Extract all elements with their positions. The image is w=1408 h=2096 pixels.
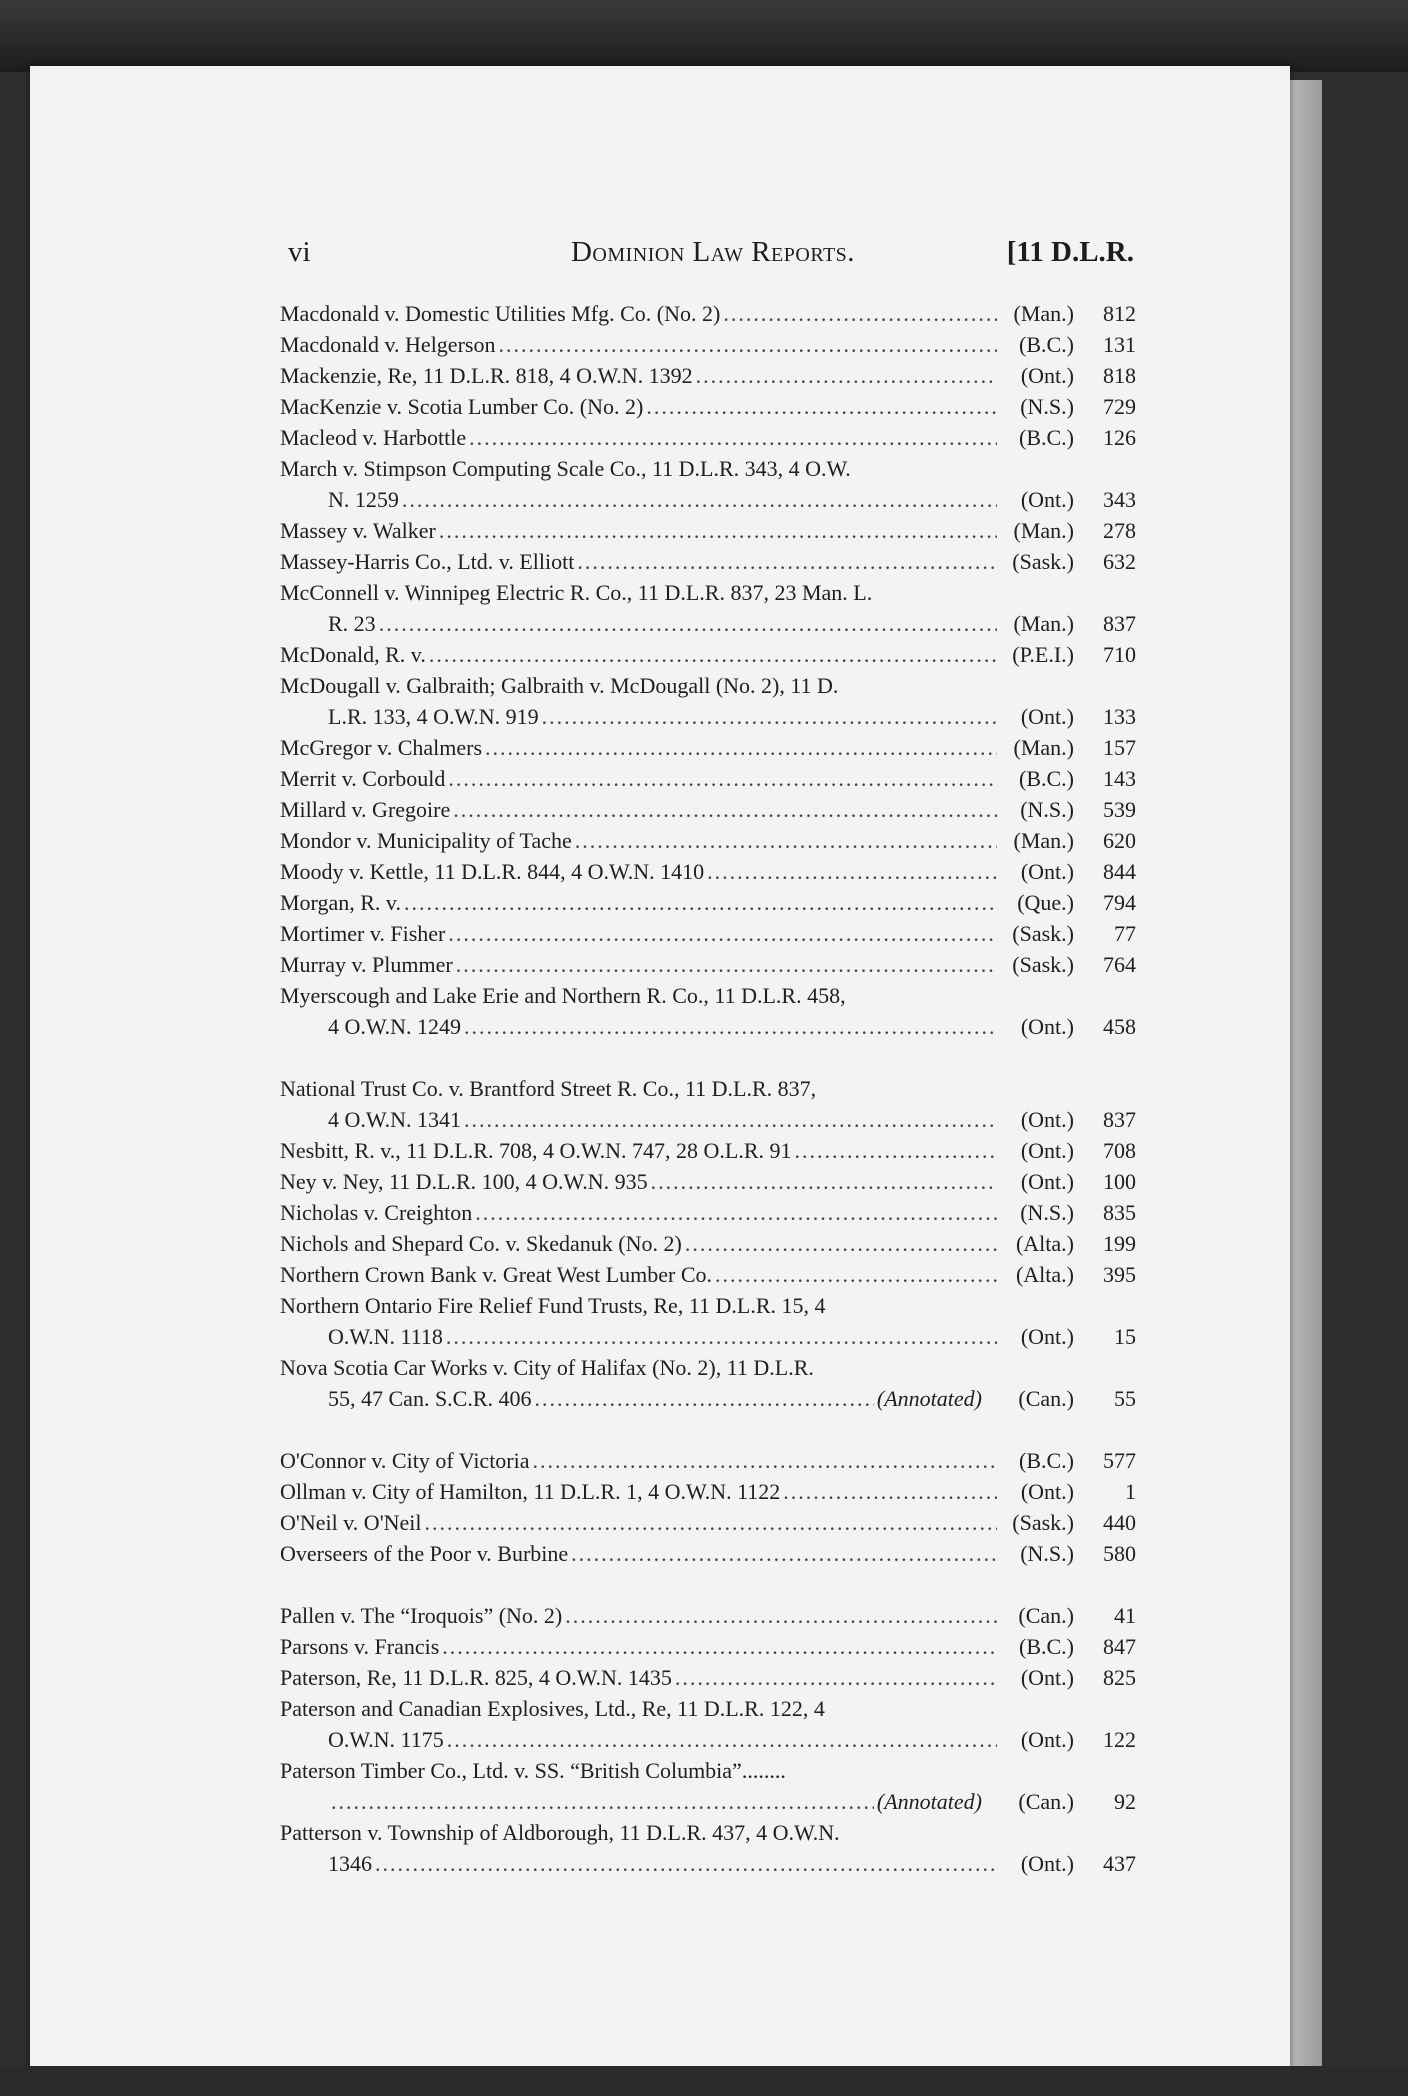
case-name: Mackenzie, Re, 11 D.L.R. 818, 4 O.W.N. 1392 <box>280 363 693 388</box>
court-abbrev: (Man.) <box>1013 518 1074 543</box>
list-item <box>280 887 1136 918</box>
entry-continuation <box>280 608 1136 639</box>
page-ref: 729 <box>1103 394 1136 419</box>
list-item <box>280 1755 1136 1817</box>
list-item <box>280 918 1136 949</box>
entry-line <box>280 1073 1136 1104</box>
entry-line <box>280 1507 1136 1538</box>
entry-line <box>280 360 1136 391</box>
page-ref: 1 <box>1125 1479 1136 1504</box>
dot-leader <box>439 515 997 546</box>
entry-line <box>280 980 1136 1011</box>
court-abbrev: (Ont.) <box>1020 1107 1074 1132</box>
case-name: R. 23 <box>328 611 376 636</box>
court-abbrev: (Ont.) <box>1020 1479 1074 1504</box>
page-ref: 620 <box>1103 828 1136 853</box>
running-header <box>288 236 1134 280</box>
entry-continuation <box>280 1011 1136 1042</box>
case-name: Moody v. Kettle, 11 D.L.R. 844, 4 O.W.N. 1410 <box>280 859 705 884</box>
entry-line <box>280 1352 1136 1383</box>
case-name: Macdonald v. Helgerson <box>280 332 496 357</box>
court-abbrev: (Ont.) <box>1020 487 1074 512</box>
scanner-top-band <box>0 0 1408 72</box>
case-name: 55, 47 Can. S.C.R. 406 <box>328 1386 532 1411</box>
list-item <box>280 1228 1136 1259</box>
entry-line <box>280 1259 1136 1290</box>
dot-leader <box>575 825 997 856</box>
section-gap <box>280 1414 1136 1445</box>
court-abbrev: (Sask.) <box>1012 549 1074 574</box>
page-ref: 844 <box>1103 859 1136 884</box>
entry-line <box>280 1631 1136 1662</box>
case-name: Nichols and Shepard Co. v. Skedanuk (No. 2) <box>280 1231 682 1256</box>
entry-line <box>280 825 1136 856</box>
dot-leader <box>448 918 997 949</box>
case-name: Overseers of the Poor v. Burbine <box>280 1541 569 1566</box>
court-abbrev: (Ont.) <box>1020 704 1074 729</box>
page-ref: 794 <box>1103 890 1136 915</box>
case-name: Massey-Harris Co., Ltd. v. Elliott <box>280 549 575 574</box>
list-item <box>280 1166 1136 1197</box>
page-ref: 837 <box>1103 611 1136 636</box>
dot-leader <box>535 1383 874 1414</box>
case-name: Mortimer v. Fisher <box>280 921 446 946</box>
list-item <box>280 1290 1136 1352</box>
entry-line <box>280 1476 1136 1507</box>
entry-line <box>280 1228 1136 1259</box>
case-name: MacKenzie v. Scotia Lumber Co. (No. 2) <box>280 394 644 419</box>
court-abbrev: (Ont.) <box>1020 1727 1074 1752</box>
case-name: O.W.N. 1175 <box>328 1727 444 1752</box>
dot-leader <box>402 484 997 515</box>
list-item <box>280 360 1136 391</box>
list-item <box>280 1817 1136 1879</box>
court-abbrev: (N.S.) <box>1020 1200 1074 1225</box>
list-item <box>280 546 1136 577</box>
case-name: Massey v. Walker <box>280 518 436 543</box>
court-abbrev: (Alta.) <box>1015 1231 1074 1256</box>
case-name: Macleod v. Harbottle <box>280 425 467 450</box>
dot-leader <box>475 1197 997 1228</box>
page-ref: 837 <box>1103 1107 1136 1132</box>
court-abbrev: (B.C.) <box>1019 1448 1074 1473</box>
list-item <box>280 391 1136 422</box>
court-abbrev: (N.S.) <box>1020 394 1074 419</box>
case-name: Northern Crown Bank v. Great West Lumber Co. <box>280 1262 713 1287</box>
dot-leader <box>453 794 997 825</box>
dot-leader <box>464 1104 997 1135</box>
list-item <box>280 329 1136 360</box>
court-abbrev: (Man.) <box>1013 828 1074 853</box>
dot-leader <box>404 887 997 918</box>
list-item <box>280 825 1136 856</box>
dot-leader <box>375 1848 997 1879</box>
court-abbrev: (Ont.) <box>1020 1851 1074 1876</box>
dot-leader <box>651 1166 997 1197</box>
court-abbrev: (Man.) <box>1013 611 1074 636</box>
case-name: Morgan, R. v. <box>280 890 401 915</box>
case-name: March v. Stimpson Computing Scale Co., 11 D.L.R. 343, 4 O.W. <box>280 456 851 481</box>
page-ref: 126 <box>1103 425 1136 450</box>
page-number: vi <box>288 236 311 268</box>
page-ref: 440 <box>1103 1510 1136 1535</box>
list-item <box>280 1538 1136 1569</box>
dot-leader <box>795 1135 998 1166</box>
court-abbrev: (Can.) <box>1018 1603 1074 1628</box>
case-name: Mondor v. Municipality of Tache <box>280 828 572 853</box>
court-abbrev: (P.E.I.) <box>1012 642 1074 667</box>
dot-leader <box>429 639 997 670</box>
entry-line <box>280 391 1136 422</box>
case-name: Nicholas v. Creighton <box>280 1200 473 1225</box>
entry-line <box>280 422 1136 453</box>
dot-leader <box>707 856 997 887</box>
entry-line <box>280 1538 1136 1569</box>
dot-leader <box>696 360 997 391</box>
entry-line <box>280 515 1136 546</box>
case-name: Ney v. Ney, 11 D.L.R. 100, 4 O.W.N. 935 <box>280 1169 648 1194</box>
court-abbrev: (Ont.) <box>1020 1169 1074 1194</box>
dot-leader <box>565 1600 997 1631</box>
court-abbrev: (Sask.) <box>1012 1510 1074 1535</box>
entry-continuation <box>280 1321 1136 1352</box>
list-item <box>280 1259 1136 1290</box>
page-ref: 143 <box>1103 766 1136 791</box>
entry-continuation <box>280 1104 1136 1135</box>
court-abbrev: (Ont.) <box>1020 859 1074 884</box>
entry-continuation <box>280 484 1136 515</box>
page-ref: 122 <box>1103 1727 1136 1752</box>
list-item <box>280 763 1136 794</box>
case-name: Paterson Timber Co., Ltd. v. SS. “British Columbia”........ <box>280 1758 786 1783</box>
page-ref: 15 <box>1114 1324 1136 1349</box>
entry-line <box>280 1600 1136 1631</box>
entry-line <box>280 1166 1136 1197</box>
entry-line <box>280 732 1136 763</box>
entry-line <box>280 1197 1136 1228</box>
case-name: McGregor v. Chalmers <box>280 735 483 760</box>
case-name: Millard v. Gregoire <box>280 797 451 822</box>
entry-line <box>280 453 1136 484</box>
entry-line <box>280 1693 1136 1724</box>
list-item <box>280 639 1136 670</box>
page-ref: 157 <box>1103 735 1136 760</box>
case-name: N. 1259 <box>328 487 399 512</box>
table-of-cases <box>280 298 1136 1879</box>
list-item <box>280 1507 1136 1538</box>
annotation-note: (Annotated) <box>876 1789 982 1814</box>
case-name: 4 O.W.N. 1249 <box>328 1014 462 1039</box>
case-name: L.R. 133, 4 O.W.N. 919 <box>328 704 539 729</box>
court-abbrev: (Sask.) <box>1012 952 1074 977</box>
section-gap <box>280 1042 1136 1073</box>
case-name: O'Connor v. City of Victoria <box>280 1448 530 1473</box>
list-item <box>280 1662 1136 1693</box>
entry-line <box>280 546 1136 577</box>
entry-line <box>280 1290 1136 1321</box>
case-name: 1346 <box>328 1851 372 1876</box>
page-ref: 131 <box>1103 332 1136 357</box>
dot-leader <box>331 1786 874 1817</box>
case-name: Nesbitt, R. v., 11 D.L.R. 708, 4 O.W.N. 747, 28 O.L.R. 91 <box>280 1138 792 1163</box>
page-ref: 818 <box>1103 363 1136 388</box>
entry-line <box>280 1662 1136 1693</box>
dot-leader <box>533 1445 997 1476</box>
court-abbrev: (Ont.) <box>1020 1138 1074 1163</box>
page-ref: 632 <box>1103 549 1136 574</box>
page-ref: 812 <box>1103 301 1136 326</box>
case-name: Macdonald v. Domestic Utilities Mfg. Co. (No. 2) <box>280 301 721 326</box>
list-item <box>280 298 1136 329</box>
dot-leader <box>723 298 997 329</box>
case-name: Northern Ontario Fire Relief Fund Trusts, Re, 11 D.L.R. 15, 4 <box>280 1293 826 1318</box>
case-name: Patterson v. Township of Aldborough, 11 D.L.R. 437, 4 O.W.N. <box>280 1820 840 1845</box>
dot-leader <box>646 391 997 422</box>
court-abbrev: (B.C.) <box>1019 1634 1074 1659</box>
list-item <box>280 1445 1136 1476</box>
court-abbrev: (Man.) <box>1013 301 1074 326</box>
list-item <box>280 732 1136 763</box>
page-ref: 395 <box>1103 1262 1136 1287</box>
scanner-bottom-band <box>0 2066 1408 2096</box>
court-abbrev: (Ont.) <box>1020 363 1074 388</box>
case-name: National Trust Co. v. Brantford Street R. Co., 11 D.L.R. 837, <box>280 1076 817 1101</box>
list-item <box>280 1352 1136 1414</box>
list-item <box>280 577 1136 639</box>
running-title: Dominion Law Reports. <box>570 236 856 268</box>
list-item <box>280 794 1136 825</box>
entry-line <box>280 1755 1136 1786</box>
entry-line <box>280 763 1136 794</box>
court-abbrev: (Ont.) <box>1020 1324 1074 1349</box>
court-abbrev: (Alta.) <box>1015 1262 1074 1287</box>
case-name: O.W.N. 1118 <box>328 1324 443 1349</box>
court-abbrev: (Que.) <box>1017 890 1074 915</box>
entry-continuation <box>280 1383 1136 1414</box>
page-ref: 133 <box>1103 704 1136 729</box>
dot-leader <box>685 1228 997 1259</box>
court-abbrev: (Man.) <box>1013 735 1074 760</box>
court-abbrev: (Ont.) <box>1020 1665 1074 1690</box>
list-item <box>280 1135 1136 1166</box>
entry-line <box>280 949 1136 980</box>
list-item <box>280 422 1136 453</box>
dot-leader <box>715 1259 997 1290</box>
page-ref: 458 <box>1103 1014 1136 1039</box>
annotation-note: (Annotated) <box>876 1386 982 1411</box>
list-item <box>280 1693 1136 1755</box>
entry-line <box>280 887 1136 918</box>
case-name: McDougall v. Galbraith; Galbraith v. McDougall (No. 2), 11 D. <box>280 673 839 698</box>
entry-line <box>280 670 1136 701</box>
case-name: Pallen v. The “Iroquois” (No. 2) <box>280 1603 563 1628</box>
list-item <box>280 980 1136 1042</box>
entry-line <box>280 794 1136 825</box>
entry-line <box>280 329 1136 360</box>
page-ref: 55 <box>1114 1386 1136 1411</box>
court-abbrev: (Can.) <box>1018 1789 1074 1814</box>
dot-leader <box>469 422 997 453</box>
case-name: Merrit v. Corbould <box>280 766 446 791</box>
entry-line <box>280 856 1136 887</box>
page-ref: 77 <box>1114 921 1136 946</box>
entry-continuation <box>280 1848 1136 1879</box>
page-ref: 825 <box>1103 1665 1136 1690</box>
case-name: Parsons v. Francis <box>280 1634 440 1659</box>
list-item <box>280 856 1136 887</box>
dot-leader <box>442 1631 997 1662</box>
dot-leader <box>448 763 997 794</box>
dot-leader <box>498 329 997 360</box>
section-gap <box>280 1569 1136 1600</box>
list-item <box>280 1631 1136 1662</box>
list-item <box>280 1197 1136 1228</box>
page-ref: 835 <box>1103 1200 1136 1225</box>
page-ref: 343 <box>1103 487 1136 512</box>
dot-leader <box>379 608 997 639</box>
entry-line <box>280 639 1136 670</box>
page-ref: 847 <box>1103 1634 1136 1659</box>
court-abbrev: (Ont.) <box>1020 1014 1074 1039</box>
page-ref: 437 <box>1103 1851 1136 1876</box>
page-ref: 100 <box>1103 1169 1136 1194</box>
page-ref: 41 <box>1114 1603 1136 1628</box>
entry-line <box>280 918 1136 949</box>
dot-leader <box>456 949 997 980</box>
page-ref: 580 <box>1103 1541 1136 1566</box>
court-abbrev: (B.C.) <box>1019 332 1074 357</box>
dot-leader <box>447 1724 997 1755</box>
case-name: Paterson and Canadian Explosives, Ltd., Re, 11 D.L.R. 122, 4 <box>280 1696 825 1721</box>
case-name: Ollman v. City of Hamilton, 11 D.L.R. 1, 4 O.W.N. 1122 <box>280 1479 781 1504</box>
page-ref: 539 <box>1103 797 1136 822</box>
list-item <box>280 1073 1136 1135</box>
page-ref: 708 <box>1103 1138 1136 1163</box>
entry-continuation <box>280 1786 1136 1817</box>
dot-leader <box>425 1507 997 1538</box>
list-item <box>280 670 1136 732</box>
case-name: Nova Scotia Car Works v. City of Halifax (No. 2), 11 D.L.R. <box>280 1355 814 1380</box>
entry-line <box>280 1135 1136 1166</box>
case-name: O'Neil v. O'Neil <box>280 1510 422 1535</box>
dot-leader <box>675 1662 997 1693</box>
dot-leader <box>571 1538 997 1569</box>
dot-leader <box>464 1011 997 1042</box>
page-ref: 764 <box>1103 952 1136 977</box>
dot-leader <box>577 546 997 577</box>
entry-continuation <box>280 1724 1136 1755</box>
dot-leader <box>783 1476 997 1507</box>
list-item <box>280 1476 1136 1507</box>
entry-line <box>280 1817 1136 1848</box>
list-item <box>280 949 1136 980</box>
dot-leader <box>446 1321 997 1352</box>
court-abbrev: (Can.) <box>1018 1386 1074 1411</box>
court-abbrev: (B.C.) <box>1019 766 1074 791</box>
page-ref: 710 <box>1103 642 1136 667</box>
court-abbrev: (N.S.) <box>1020 1541 1074 1566</box>
dot-leader <box>542 701 997 732</box>
entry-continuation <box>280 701 1136 732</box>
page-ref: 92 <box>1114 1789 1136 1814</box>
entry-line <box>280 298 1136 329</box>
entry-line <box>280 1445 1136 1476</box>
list-item <box>280 1600 1136 1631</box>
entry-line <box>280 577 1136 608</box>
case-name: 4 O.W.N. 1341 <box>328 1107 462 1132</box>
dot-leader <box>485 732 997 763</box>
court-abbrev: (N.S.) <box>1020 797 1074 822</box>
case-name: Murray v. Plummer <box>280 952 453 977</box>
volume-reference: [11 D.L.R. <box>1006 236 1134 268</box>
case-name: Paterson, Re, 11 D.L.R. 825, 4 O.W.N. 1435 <box>280 1665 672 1690</box>
page-ref: 199 <box>1103 1231 1136 1256</box>
case-name: Myerscough and Lake Erie and Northern R. Co., 11 D.L.R. 458, <box>280 983 846 1008</box>
page-ref: 577 <box>1103 1448 1136 1473</box>
list-item <box>280 515 1136 546</box>
case-name: McDonald, R. v. <box>280 642 426 667</box>
court-abbrev: (B.C.) <box>1019 425 1074 450</box>
court-abbrev: (Sask.) <box>1012 921 1074 946</box>
case-name: McConnell v. Winnipeg Electric R. Co., 11 D.L.R. 837, 23 Man. L. <box>280 580 873 605</box>
list-item <box>280 453 1136 515</box>
page-ref: 278 <box>1103 518 1136 543</box>
